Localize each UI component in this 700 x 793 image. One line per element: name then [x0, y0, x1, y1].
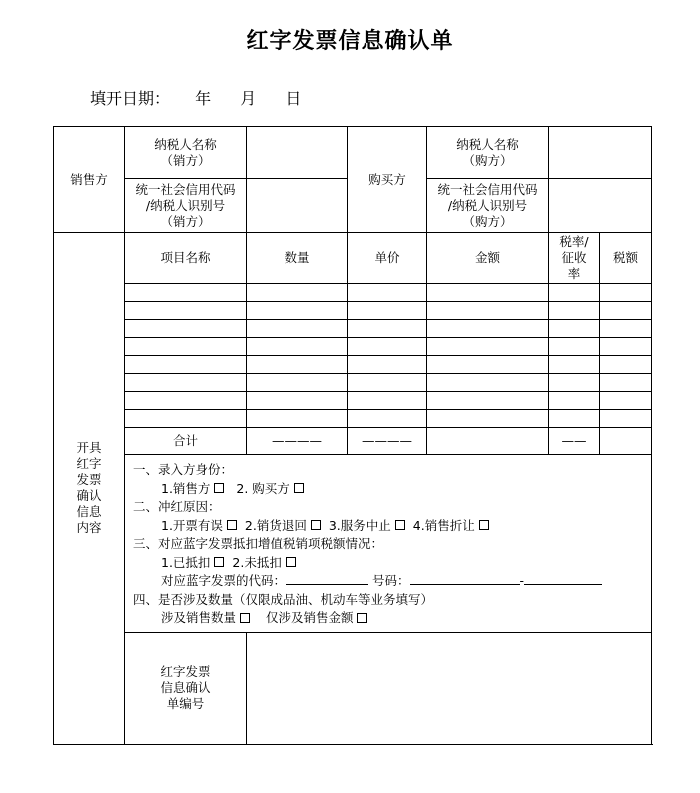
- q4-quantity-title: 四、是否涉及数量（仅限成品油、机动车等业务填写）: [133, 591, 434, 607]
- checkbox-not-deducted[interactable]: [286, 557, 296, 567]
- total-amount-field[interactable]: [427, 428, 549, 455]
- checkbox-sales-discount[interactable]: [479, 520, 489, 530]
- seller-name-field[interactable]: [247, 127, 348, 179]
- q2-options: 1.开票有误 2.销货退回 3.服务中止 4.销售折让: [133, 517, 643, 536]
- total-quantity-dash: ————: [247, 428, 348, 455]
- total-label: 合计: [125, 428, 247, 455]
- buyer-id-field[interactable]: [549, 179, 652, 233]
- seller-id-field[interactable]: [247, 179, 348, 233]
- page-title: 红字发票信息确认单: [246, 28, 454, 54]
- checkbox-buyer[interactable]: [294, 483, 304, 493]
- checkbox-invoice-error[interactable]: [227, 520, 237, 530]
- seller-name-label: 纳税人名称 （销方）: [125, 127, 247, 179]
- table-row: [54, 320, 652, 338]
- col-header-tax-amount: 税额: [600, 233, 652, 284]
- table-row: [54, 356, 652, 374]
- col-header-unit-price: 单价: [348, 233, 427, 284]
- blue-invoice-number-field-2[interactable]: [524, 572, 602, 585]
- red-invoice-form-table: [53, 126, 652, 745]
- confirm-number-label: 红字发票 信息确认 单编号: [125, 632, 247, 744]
- col-header-tax-rate: 税率/ 征收 率: [549, 233, 600, 284]
- q1-options: 1.销售方 2. 购买方: [133, 480, 643, 499]
- q4-options: 涉及销售数量 仅涉及销售金额: [133, 609, 643, 628]
- buyer-name-field[interactable]: [549, 127, 652, 179]
- q1-entry-party-title: 一、录入方身份：: [133, 462, 234, 477]
- content-section-label: 开具 红字 发票 确认 信息 内容: [54, 233, 125, 745]
- blue-invoice-code-field[interactable]: [286, 572, 368, 585]
- buyer-label: 购买方: [348, 127, 427, 233]
- total-price-dash: ————: [348, 428, 427, 455]
- q3-options: 1.已抵扣 2.未抵扣: [133, 554, 643, 573]
- date-year-label: 年: [195, 89, 212, 108]
- checkbox-goods-returned[interactable]: [311, 520, 321, 530]
- table-row: [54, 284, 652, 302]
- confirm-number-field[interactable]: [247, 632, 652, 744]
- total-rate-dash: ——: [549, 428, 600, 455]
- blue-invoice-number-field[interactable]: [410, 572, 520, 585]
- checkbox-deducted[interactable]: [214, 557, 224, 567]
- col-header-item-name: 项目名称: [125, 233, 247, 284]
- table-row: [54, 302, 652, 320]
- col-header-amount: 金额: [427, 233, 549, 284]
- fill-date-label: 填开日期：: [90, 89, 171, 108]
- checkbox-seller[interactable]: [214, 483, 224, 493]
- checkbox-sales-quantity[interactable]: [240, 613, 250, 623]
- table-row: [54, 338, 652, 356]
- date-month-label: 月: [240, 89, 257, 108]
- seller-id-label: 统一社会信用代码 /纳税人识别号 （销方）: [125, 179, 247, 233]
- q2-reason-title: 二、冲红原因：: [133, 499, 221, 514]
- checkbox-sales-amount-only[interactable]: [357, 613, 367, 623]
- q3-deduction-title: 三、对应蓝字发票抵扣增值税销项税额情况：: [133, 536, 384, 551]
- buyer-id-label: 统一社会信用代码 /纳税人识别号 （购方）: [427, 179, 549, 233]
- total-row: [54, 428, 652, 455]
- checkbox-service-stopped[interactable]: [395, 520, 405, 530]
- buyer-name-label: 纳税人名称 （购方）: [427, 127, 549, 179]
- total-tax-field[interactable]: [600, 428, 652, 455]
- table-row: [54, 374, 652, 392]
- table-row: [54, 410, 652, 428]
- col-header-quantity: 数量: [247, 233, 348, 284]
- table-row: [54, 392, 652, 410]
- details-section: [125, 455, 652, 633]
- date-day-label: 日: [285, 89, 302, 108]
- q3-blue-invoice-row: 对应蓝字发票的代码： 号码： -: [133, 572, 643, 591]
- seller-label: 销售方: [54, 127, 125, 233]
- fill-date-row: [90, 86, 301, 109]
